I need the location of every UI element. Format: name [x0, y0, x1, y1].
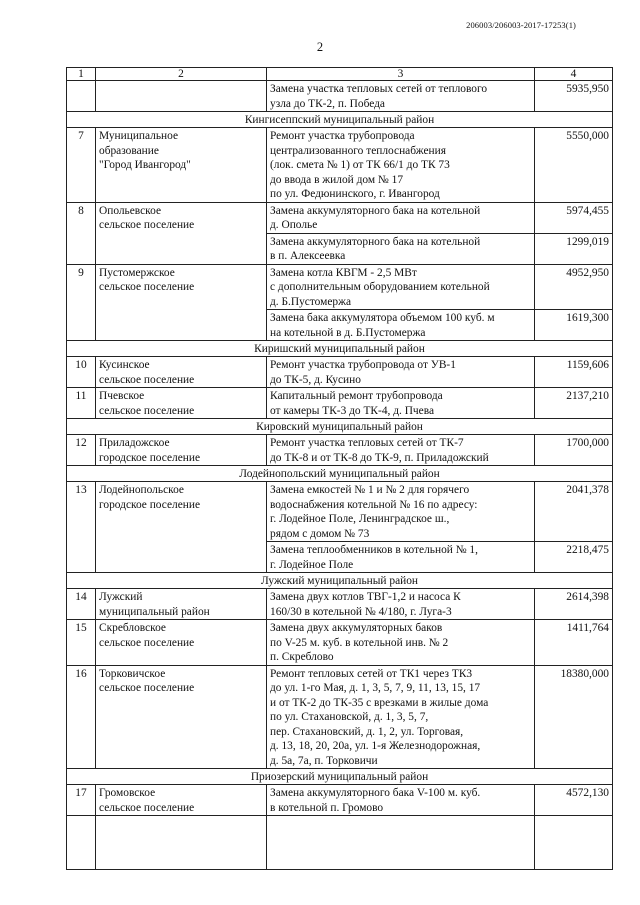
description-line: Замена емкостей № 1 и № 2 для горячего [270, 484, 470, 496]
amount-value: 1411,764 [535, 620, 613, 666]
district-row [67, 112, 613, 128]
municipality-line: сельское поселение [99, 404, 195, 417]
district-row [67, 341, 613, 357]
filler-cell [267, 816, 535, 870]
description-line: Ремонт участка тепловых сетей от ТК-7 [270, 437, 464, 449]
header-cell: 1 [67, 68, 96, 81]
description-line: Замена аккумуляторного бака на котельной [270, 235, 481, 248]
municipality-line: образование [99, 144, 159, 157]
work-description [267, 785, 535, 816]
municipality-line: Приладожское [99, 437, 170, 449]
header-cell: 2 [96, 68, 267, 81]
municipality-line: Кусинское [99, 359, 150, 371]
municipality-line: городское поселение [99, 451, 201, 464]
municipality-line: Пустомержское [99, 266, 175, 279]
description-line: Замена аккумуляторного бака V-100 м. куб. [270, 787, 481, 799]
row-number: 15 [67, 620, 96, 666]
description-line: Ремонт участка трубопровода [270, 130, 415, 142]
row-number: 14 [67, 589, 96, 620]
work-description [267, 589, 535, 620]
description-line: д. 5а, 7а, п. Торковичи [270, 754, 378, 767]
amount-value: 1159,606 [535, 357, 613, 388]
description-line: п. Скреблово [270, 651, 334, 663]
description-line: от камеры ТК-3 до ТК-4, д. Пчева [270, 404, 435, 417]
description-line: Ремонт участка трубопровода от УВ-1 [270, 359, 456, 371]
description-line: Замена двух котлов ТВГ-1,2 и насоса К [270, 591, 461, 603]
municipality-line: "Город Ивангород" [99, 159, 191, 171]
description-line: г. Лодейное Поле, Ленинградское ш., [270, 513, 450, 525]
table-row [67, 128, 613, 203]
row-number: 13 [67, 482, 96, 573]
work-description [267, 388, 535, 419]
row-number: 7 [67, 128, 96, 203]
description-line: г. Лодейное Поле [270, 558, 354, 571]
description-line: до ТК-5, д. Кусино [270, 373, 361, 386]
municipality-line: сельское поселение [99, 682, 195, 694]
amount-value: 2041,378 [535, 482, 613, 542]
row-number: 17 [67, 785, 96, 816]
municipality-line: Громовское [99, 787, 156, 799]
description-line: Замена аккумуляторного бака на котельной [270, 204, 481, 217]
table-row [67, 665, 613, 769]
municipality-cell [96, 589, 267, 620]
description-line: по ул. Федюнинского, г. Ивангород [270, 188, 440, 200]
row-number [67, 81, 96, 112]
work-description [267, 542, 535, 573]
district-row [67, 419, 613, 435]
municipality-cell [96, 665, 267, 769]
district-name: Кингисеппский муниципальный район [67, 112, 613, 128]
work-description [267, 482, 535, 542]
description-line: Замена бака аккумулятора объемом 100 куб. м [270, 312, 495, 324]
description-line: централизованного теплоснабжения [270, 144, 446, 157]
municipality-line: Торковичское [99, 667, 166, 680]
document-code: 206003/206003-2017-17253(1) [466, 20, 576, 30]
municipality-cell [96, 388, 267, 419]
work-description [267, 620, 535, 666]
description-line: д. 13, 18, 20, 20а, ул. 1-я Железнодорожная, [270, 740, 481, 752]
table-row [67, 264, 613, 310]
district-row [67, 769, 613, 785]
row-number: 8 [67, 202, 96, 264]
description-line: по ул. Стахановской, д. 1, 3, 5, 7, [270, 711, 429, 723]
district-name: Приозерский муниципальный район [67, 769, 613, 785]
amount-value: 18380,000 [535, 665, 613, 769]
row-number: 16 [67, 665, 96, 769]
municipality-cell [96, 202, 267, 264]
description-line: д. Б.Пустомержа [270, 295, 352, 308]
table-row [67, 785, 613, 816]
description-line: водоснабжения котельной № 16 по адресу: [270, 498, 478, 511]
description-line: до ул. 1-го Мая, д. 1, 3, 5, 7, 9, 11, 13, 15, 17 [270, 682, 481, 694]
district-name: Киришский муниципальный район [67, 341, 613, 357]
district-name: Лодейнопольский муниципальный район [67, 466, 613, 482]
work-description [267, 435, 535, 466]
amount-value: 2137,210 [535, 388, 613, 419]
row-number: 12 [67, 435, 96, 466]
header-cell: 4 [535, 68, 613, 81]
municipality-line: Лужский [99, 591, 143, 603]
description-line: до ТК-8 и от ТК-8 до ТК-9, п. Приладожский [270, 451, 489, 464]
description-line: на котельной в д. Б.Пустомержа [270, 326, 426, 339]
work-description [267, 81, 535, 112]
description-line: (лок. смета № 1) от ТК 66/1 до ТК 73 [270, 159, 450, 171]
table-header-row [67, 68, 613, 81]
page-number: 2 [316, 40, 324, 54]
municipality-cell [96, 435, 267, 466]
description-line: 160/30 в котельной № 4/180, г. Луга-3 [270, 605, 452, 618]
amount-value: 5935,950 [535, 81, 613, 112]
description-line: пер. Стахановский, д. 1, 2, ул. Торговая, [270, 725, 464, 738]
district-name: Кировский муниципальный район [67, 419, 613, 435]
row-number: 9 [67, 264, 96, 341]
description-line: узла до ТК-2, п. Победа [270, 97, 385, 110]
table-row [67, 435, 613, 466]
description-line: в котельной п. Громово [270, 801, 384, 814]
filler-cell [535, 816, 613, 870]
amount-value: 2218,475 [535, 542, 613, 573]
filler-cell [96, 816, 267, 870]
description-line: Замена теплообменников в котельной № 1, [270, 544, 478, 556]
work-description [267, 233, 535, 264]
municipality-cell [96, 620, 267, 666]
municipality-line: городское поселение [99, 498, 201, 511]
table-row [67, 482, 613, 542]
description-line: в п. Алексеевка [270, 250, 346, 262]
row-number: 10 [67, 357, 96, 388]
amount-value: 1619,300 [535, 310, 613, 341]
description-line: Замена котла КВГМ - 2,5 МВт [270, 266, 417, 279]
table-row [67, 620, 613, 666]
amount-value: 2614,398 [535, 589, 613, 620]
table-row [67, 357, 613, 388]
municipality-line: муниципальный район [99, 605, 210, 618]
amount-value: 4572,130 [535, 785, 613, 816]
description-line: до ввода в жилой дом № 17 [270, 173, 404, 186]
description-line: Замена участка тепловых сетей от теплового [270, 83, 488, 95]
description-line: Ремонт тепловых сетей от ТК1 через ТК3 [270, 667, 473, 680]
filler-cell [67, 816, 96, 870]
table-row [67, 202, 613, 233]
amount-value: 4952,950 [535, 264, 613, 310]
municipality-line: сельское поселение [99, 219, 195, 231]
municipality-line: сельское поселение [99, 281, 195, 293]
municipality-line: Лодейнопольское [99, 484, 184, 496]
municipality-line: сельское поселение [99, 636, 195, 649]
municipality-cell [96, 81, 267, 112]
district-row [67, 573, 613, 589]
table-filler-row [67, 816, 613, 870]
amount-value: 5974,455 [535, 202, 613, 233]
table-row [67, 388, 613, 419]
work-description [267, 310, 535, 341]
amount-value: 1700,000 [535, 435, 613, 466]
municipality-cell [96, 264, 267, 341]
description-line: и от ТК-2 до ТК-35 с врезками в жилые дома [270, 696, 489, 709]
municipality-line: сельское поселение [99, 801, 195, 814]
municipality-cell [96, 357, 267, 388]
work-description [267, 264, 535, 310]
description-line: по V-25 м. куб. в котельной инв. № 2 [270, 636, 449, 649]
description-line: с дополнительным оборудованием котельной [270, 281, 490, 293]
municipality-line: сельское поселение [99, 373, 195, 386]
work-description [267, 128, 535, 203]
municipality-cell [96, 128, 267, 203]
amount-value: 5550,000 [535, 128, 613, 203]
municipality-line: Муниципальное [99, 130, 179, 142]
district-row [67, 466, 613, 482]
description-line: рядом с домом № 73 [270, 527, 370, 540]
municipality-line: Опольевское [99, 204, 162, 217]
description-line: Капитальный ремонт трубопровода [270, 390, 443, 402]
district-name: Лужский муниципальный район [67, 573, 613, 589]
table-row [67, 589, 613, 620]
description-line: д. Ополье [270, 219, 318, 231]
funding-table [66, 67, 613, 870]
municipality-cell [96, 785, 267, 816]
work-description [267, 202, 535, 233]
header-cell: 3 [267, 68, 535, 81]
row-number: 11 [67, 388, 96, 419]
work-description [267, 357, 535, 388]
table-row [67, 81, 613, 112]
municipality-line: Скребловское [99, 622, 166, 634]
work-description [267, 665, 535, 769]
amount-value: 1299,019 [535, 233, 613, 264]
municipality-line: Пчевское [99, 390, 145, 402]
municipality-cell [96, 482, 267, 573]
description-line: Замена двух аккумуляторных баков [270, 622, 443, 634]
